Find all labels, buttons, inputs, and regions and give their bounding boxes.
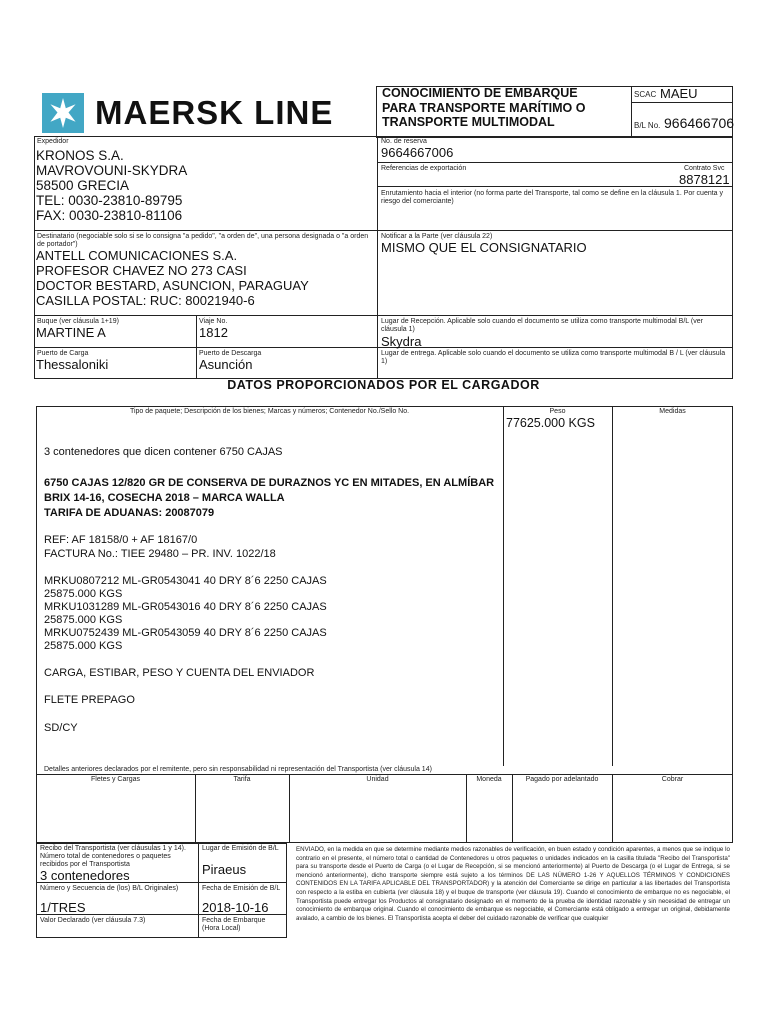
place-issue-label: Lugar de Emisión de B/L (202, 845, 279, 852)
notify-value: MISMO QUE EL CONSIGNATARIO (381, 240, 587, 255)
container-line: 25875.000 KGS (44, 588, 123, 600)
section-title: DATOS PROPORCIONADOS POR EL CARGADOR (227, 378, 540, 392)
date-issue-value: 2018-10-16 (202, 900, 269, 915)
container-line: MRKU0752439 ML-GR0543059 40 DRY 8´6 2250 CAJAS (44, 627, 327, 639)
place-issue-value: Piraeus (202, 862, 247, 877)
stowage-note: CARGA, ESTIBAR, PESO Y CUENTA DEL ENVIADOR (44, 667, 315, 679)
rate-header: Tarifa (233, 776, 251, 783)
total-containers-value: 3 contenedores (40, 868, 130, 883)
place-receipt-label: Lugar de Recepción. Aplicable solo cuando el documento se utiliza como transporte multimodal B/L (ver cláusula 1) (381, 318, 703, 333)
shipper-block (36, 148, 187, 223)
goods-line: BRIX 14-16, COSECHA 2018 – MARCA WALLA (44, 492, 285, 504)
consignee-label: Destinatario (negociable solo si se lo consigna "a pedido", "a orden de", una persona designada o "a orden de portador") (37, 233, 369, 248)
cargo-goods-description (44, 476, 494, 521)
svc-contract-value: 8878121 (679, 172, 730, 187)
unit-header: Unidad (366, 776, 389, 783)
measurement-header: Medidas (659, 408, 686, 415)
port-loading-label: Puerto de Carga (37, 350, 89, 357)
cargo-references (44, 533, 276, 561)
bl-number-value: 966466706 (664, 115, 735, 131)
port-discharge-label: Puerto de Descarga (199, 350, 262, 357)
voyage-label: Viaje No. (199, 318, 228, 325)
number-bl-label: Número y Secuencia de (los) B/L Originales) (40, 885, 179, 892)
container-line: MRKU0807212 ML-GR0543041 40 DRY 8´6 2250 CAJAS (44, 575, 327, 587)
container-list (44, 575, 327, 653)
export-refs-label: Referencias de exportación (381, 165, 467, 172)
scac-value: MAEU (660, 86, 698, 101)
maersk-star-icon (42, 93, 84, 133)
declared-value-label: Valor Declarado (ver cláusula 7.3) (40, 917, 146, 924)
goods-line: 6750 CAJAS 12/820 GR DE CONSERVA DE DURAZNOS YC EN MITADES, EN ALMÍBAR (44, 477, 495, 489)
freight-term: FLETE PREPAGO (44, 694, 135, 706)
consignee-line: ANTELL COMUNICACIONES S.A. (36, 248, 238, 263)
shipper-label: Expedidor (37, 138, 69, 145)
charges-header: Fletes y Cargas (90, 776, 141, 783)
cargo-footnote: Detalles anteriores declarados por el remitente, pero sin responsabilidad ni representación del Transportista (ver cláusula 14) (44, 766, 432, 773)
onward-routing-text: Enrutamiento hacia el interior (no forma parte del Transporte, tal como se define en la cláusula 1. Por cuenta y riesgo del comerciante) (381, 190, 724, 205)
voyage-value: 1812 (199, 325, 228, 340)
port-loading-value: Thessaloniki (36, 357, 109, 372)
reference-line: FACTURA No.: TIEE 29480 – PR. INV. 1022/18 (44, 548, 276, 560)
place-delivery-label: Lugar de entrega. Aplicable solo cuando el documento se utiliza como transporte multimodal B / L (ver cláusula 1) (381, 350, 726, 365)
prepaid-header: Pagado por adelantado (525, 776, 599, 783)
consignee-line: DOCTOR BESTARD, ASUNCION, PARAGUAY (36, 278, 309, 293)
container-line: 25875.000 KGS (44, 640, 123, 652)
vessel-label: Buque (ver cláusula 1+19) (37, 318, 119, 325)
container-line: MRKU1031289 ML-GR0543016 40 DRY 8´6 2250 CAJAS (44, 601, 327, 613)
scac-label: SCAC (634, 90, 657, 99)
bl-number-label: B/L No. (634, 121, 661, 130)
cargo-description-header: Tipo de paquete; Descripción de los bienes; Marcas y números; Contenedor No./Sello No. (129, 408, 410, 415)
place-receipt-value: Skydra (381, 334, 422, 349)
charges-table (36, 774, 733, 843)
consignee-line: CASILLA POSTAL: RUC: 80021940-6 (36, 293, 255, 308)
maersk-logo (42, 93, 374, 135)
service-term: SD/CY (44, 722, 78, 734)
total-containers-label: Recibo del Transportista (ver cláusulas 1 y 14). Número total de contenedores o paquetes recibidos por el Transportista (40, 845, 186, 868)
cargo-said-to-contain: 3 contenedores que dicen contener 6750 CAJAS (44, 446, 283, 458)
shipper-line: MAVROVOUNI-SKYDRA (36, 163, 188, 178)
number-bl-value: 1/TRES (40, 900, 86, 915)
document-title: CONOCIMIENTO DE EMBARQUE PARA TRANSPORTE MARÍTIMO O TRANSPORTE MULTIMODAL (382, 86, 586, 129)
booking-value: 9664667006 (381, 145, 454, 160)
shipped-date-label: Fecha de Embarque (Hora Local) (202, 917, 266, 932)
booking-label: No. de reserva (381, 138, 427, 145)
terms-text: ENVIADO, en la medida en que se determine mediante medios razonables de verificación, en buen estado y condición aparentes, a menos que se indique lo contrario en el presente, el número total o cantidad de Contenedores u otros paquetes o unidades indicados en la casilla titulada "Recibo del Transportista" para su transporte desde el Puerto de Carga (o el Lugar de Recepción, si se mencionó anteriormente) al Puerto de Descarga (o el Lugar de Entrega, si se mencionó anteriormente), dicho transporte siempre está sujeto a los términos DE LAS NÚMERO 1-26 Y AQUELLOS TÉRMINOS Y CONDICIONES CONTENIDOS EN LA TARIFA APLICABLE DEL TRANSPORTADOR) y la atención del Comerciante se dirige en particular a las libertades del Transportista con respecto a la estiba en cubierta (ver cláusula 18) y el buque de transporte (ver cláusula 19). Cuando el conocimiento de embarque no es negociable, el Transportista puede entregar los Productos al consignatario designado en el momento de la prueba de identidad razonable y sin necesidad de entregar un conocimiento de embarque original. Cuando el conocimiento de embarque es negociable, el Comerciante está obligado a entregar un original, debidamente avalado, a cambio de los bienes. El Transportista acepta el deber del cuidado razonable de verificar que cualquier (296, 846, 730, 922)
consignee-line: PROFESOR CHAVEZ NO 273 CASI (36, 263, 247, 278)
shipper-line: TEL: 0030-23810-89795 (36, 193, 183, 208)
shipper-line: 58500 GRECIA (36, 178, 130, 193)
shipper-line: FAX: 0030-23810-81106 (36, 208, 183, 223)
brand-name: MAERSK LINE (95, 94, 334, 131)
date-issue-label: Fecha de Emisión de B/L (202, 885, 281, 892)
goods-line: TARIFA DE ADUANAS: 20087079 (44, 507, 215, 519)
vessel-value: MARTINE A (36, 325, 106, 340)
svc-contract-label: Contrato Svc (684, 165, 725, 172)
weight-value: 77625.000 KGS (506, 416, 595, 430)
reference-line: REF: AF 18158/0 + AF 18167/0 (44, 534, 198, 546)
consignee-block (36, 248, 309, 308)
collect-header: Cobrar (661, 776, 684, 783)
container-line: 25875.000 KGS (44, 614, 123, 626)
currency-header: Moneda (476, 776, 502, 783)
weight-header: Peso (549, 408, 566, 415)
port-discharge-value: Asunción (199, 357, 253, 372)
notify-label: Notificar a la Parte (ver cláusula 22) (381, 233, 493, 240)
shipper-line: KRONOS S.A. (36, 148, 124, 163)
